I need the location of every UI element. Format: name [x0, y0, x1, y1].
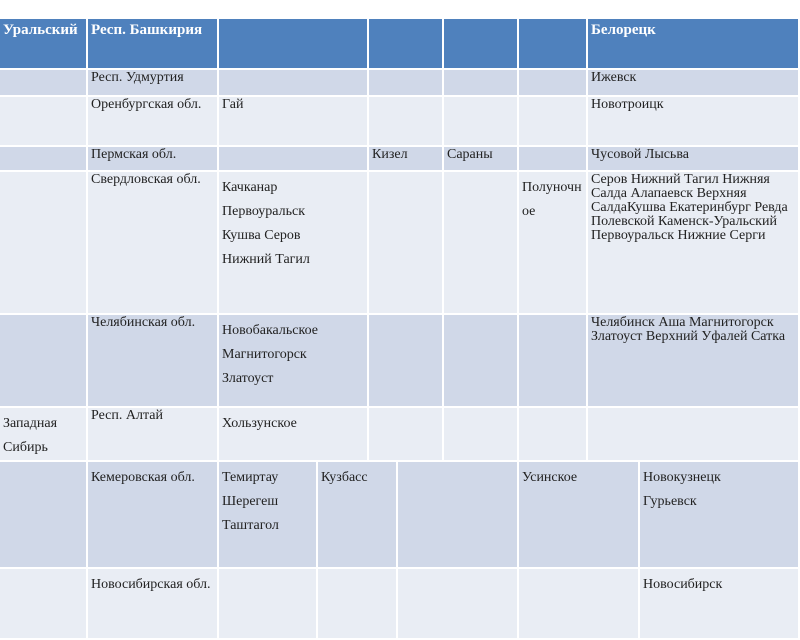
table-cell [219, 147, 369, 172]
header-cell [519, 19, 588, 70]
table-cell [398, 462, 519, 569]
table-cell: Качканар Первоуральск Кушва Серов Нижний Тагил [219, 172, 369, 315]
table-cell [0, 315, 88, 408]
table-cell: Новосибирск [640, 569, 800, 640]
table-cell [444, 172, 519, 315]
table-cell [444, 315, 519, 408]
table-cell: Полуночное [519, 172, 588, 315]
table-cell: Новобакальское Магнитогорск Златоуст [219, 315, 369, 408]
header-cell [219, 19, 369, 70]
table-cell: Хользунское [219, 408, 369, 462]
table-cell [0, 97, 88, 147]
table-cell: Гай [219, 97, 369, 147]
table-cell: Респ. Удмуртия [88, 70, 219, 97]
table-cell [369, 408, 444, 462]
table-cell: Сараны [444, 147, 519, 172]
table-cell [0, 462, 88, 569]
table-cell: Западная Сибирь [0, 408, 88, 462]
table-cell: Кузбасс [318, 462, 398, 569]
table-cell [0, 569, 88, 640]
table-cell [519, 408, 588, 462]
table-cell [0, 147, 88, 172]
table-cell [519, 70, 588, 97]
table-cell: Челябинская обл. [88, 315, 219, 408]
table-cell: Ижевск [588, 70, 800, 97]
table-cell [369, 172, 444, 315]
table-cell [444, 70, 519, 97]
table-cell [519, 315, 588, 408]
table-cell: Респ. Алтай [88, 408, 219, 462]
table-cell [519, 569, 640, 640]
table-cell: Серов Нижний Тагил Нижняя Салда Алапаевск Верхняя СалдаКушва Екатеринбург Ревда Полевской Каменск-Уральский Первоуральск Нижние Серги [588, 172, 800, 315]
table-cell [0, 70, 88, 97]
table-cell [444, 97, 519, 147]
table-cell [398, 569, 519, 640]
header-cell [444, 19, 519, 70]
table-cell: Темиртау Шерегеш Таштагол [219, 462, 318, 569]
header-cell [369, 19, 444, 70]
table-cell: Пермская обл. [88, 147, 219, 172]
table-cell [219, 569, 318, 640]
table-cell: Чусовой Лысьва [588, 147, 800, 172]
table-cell: Свердловская обл. [88, 172, 219, 315]
header-cell: Уральский [0, 19, 88, 70]
table-cell [318, 569, 398, 640]
table-cell [0, 172, 88, 315]
table-cell [219, 70, 369, 97]
table-cell [519, 147, 588, 172]
table-cell: Новосибирская обл. [88, 569, 219, 640]
table-cell [588, 408, 800, 462]
table-cell [369, 315, 444, 408]
table-cell: Новотроицк [588, 97, 800, 147]
table-cell: Оренбургская обл. [88, 97, 219, 147]
table-cell: Челябинск Аша Магнитогорск Златоуст Верхний Уфалей Сатка [588, 315, 800, 408]
table-cell: Кемеровская обл. [88, 462, 219, 569]
header-cell: Респ. Башкирия [88, 19, 219, 70]
table-cell [369, 70, 444, 97]
table-cell [444, 408, 519, 462]
table-cell: Кизел [369, 147, 444, 172]
header-cell: Белорецк [588, 19, 800, 70]
table-cell: Усинское [519, 462, 640, 569]
table-cell: Новокузнецк Гурьевск [640, 462, 800, 569]
table-cell [369, 97, 444, 147]
table-cell [519, 97, 588, 147]
